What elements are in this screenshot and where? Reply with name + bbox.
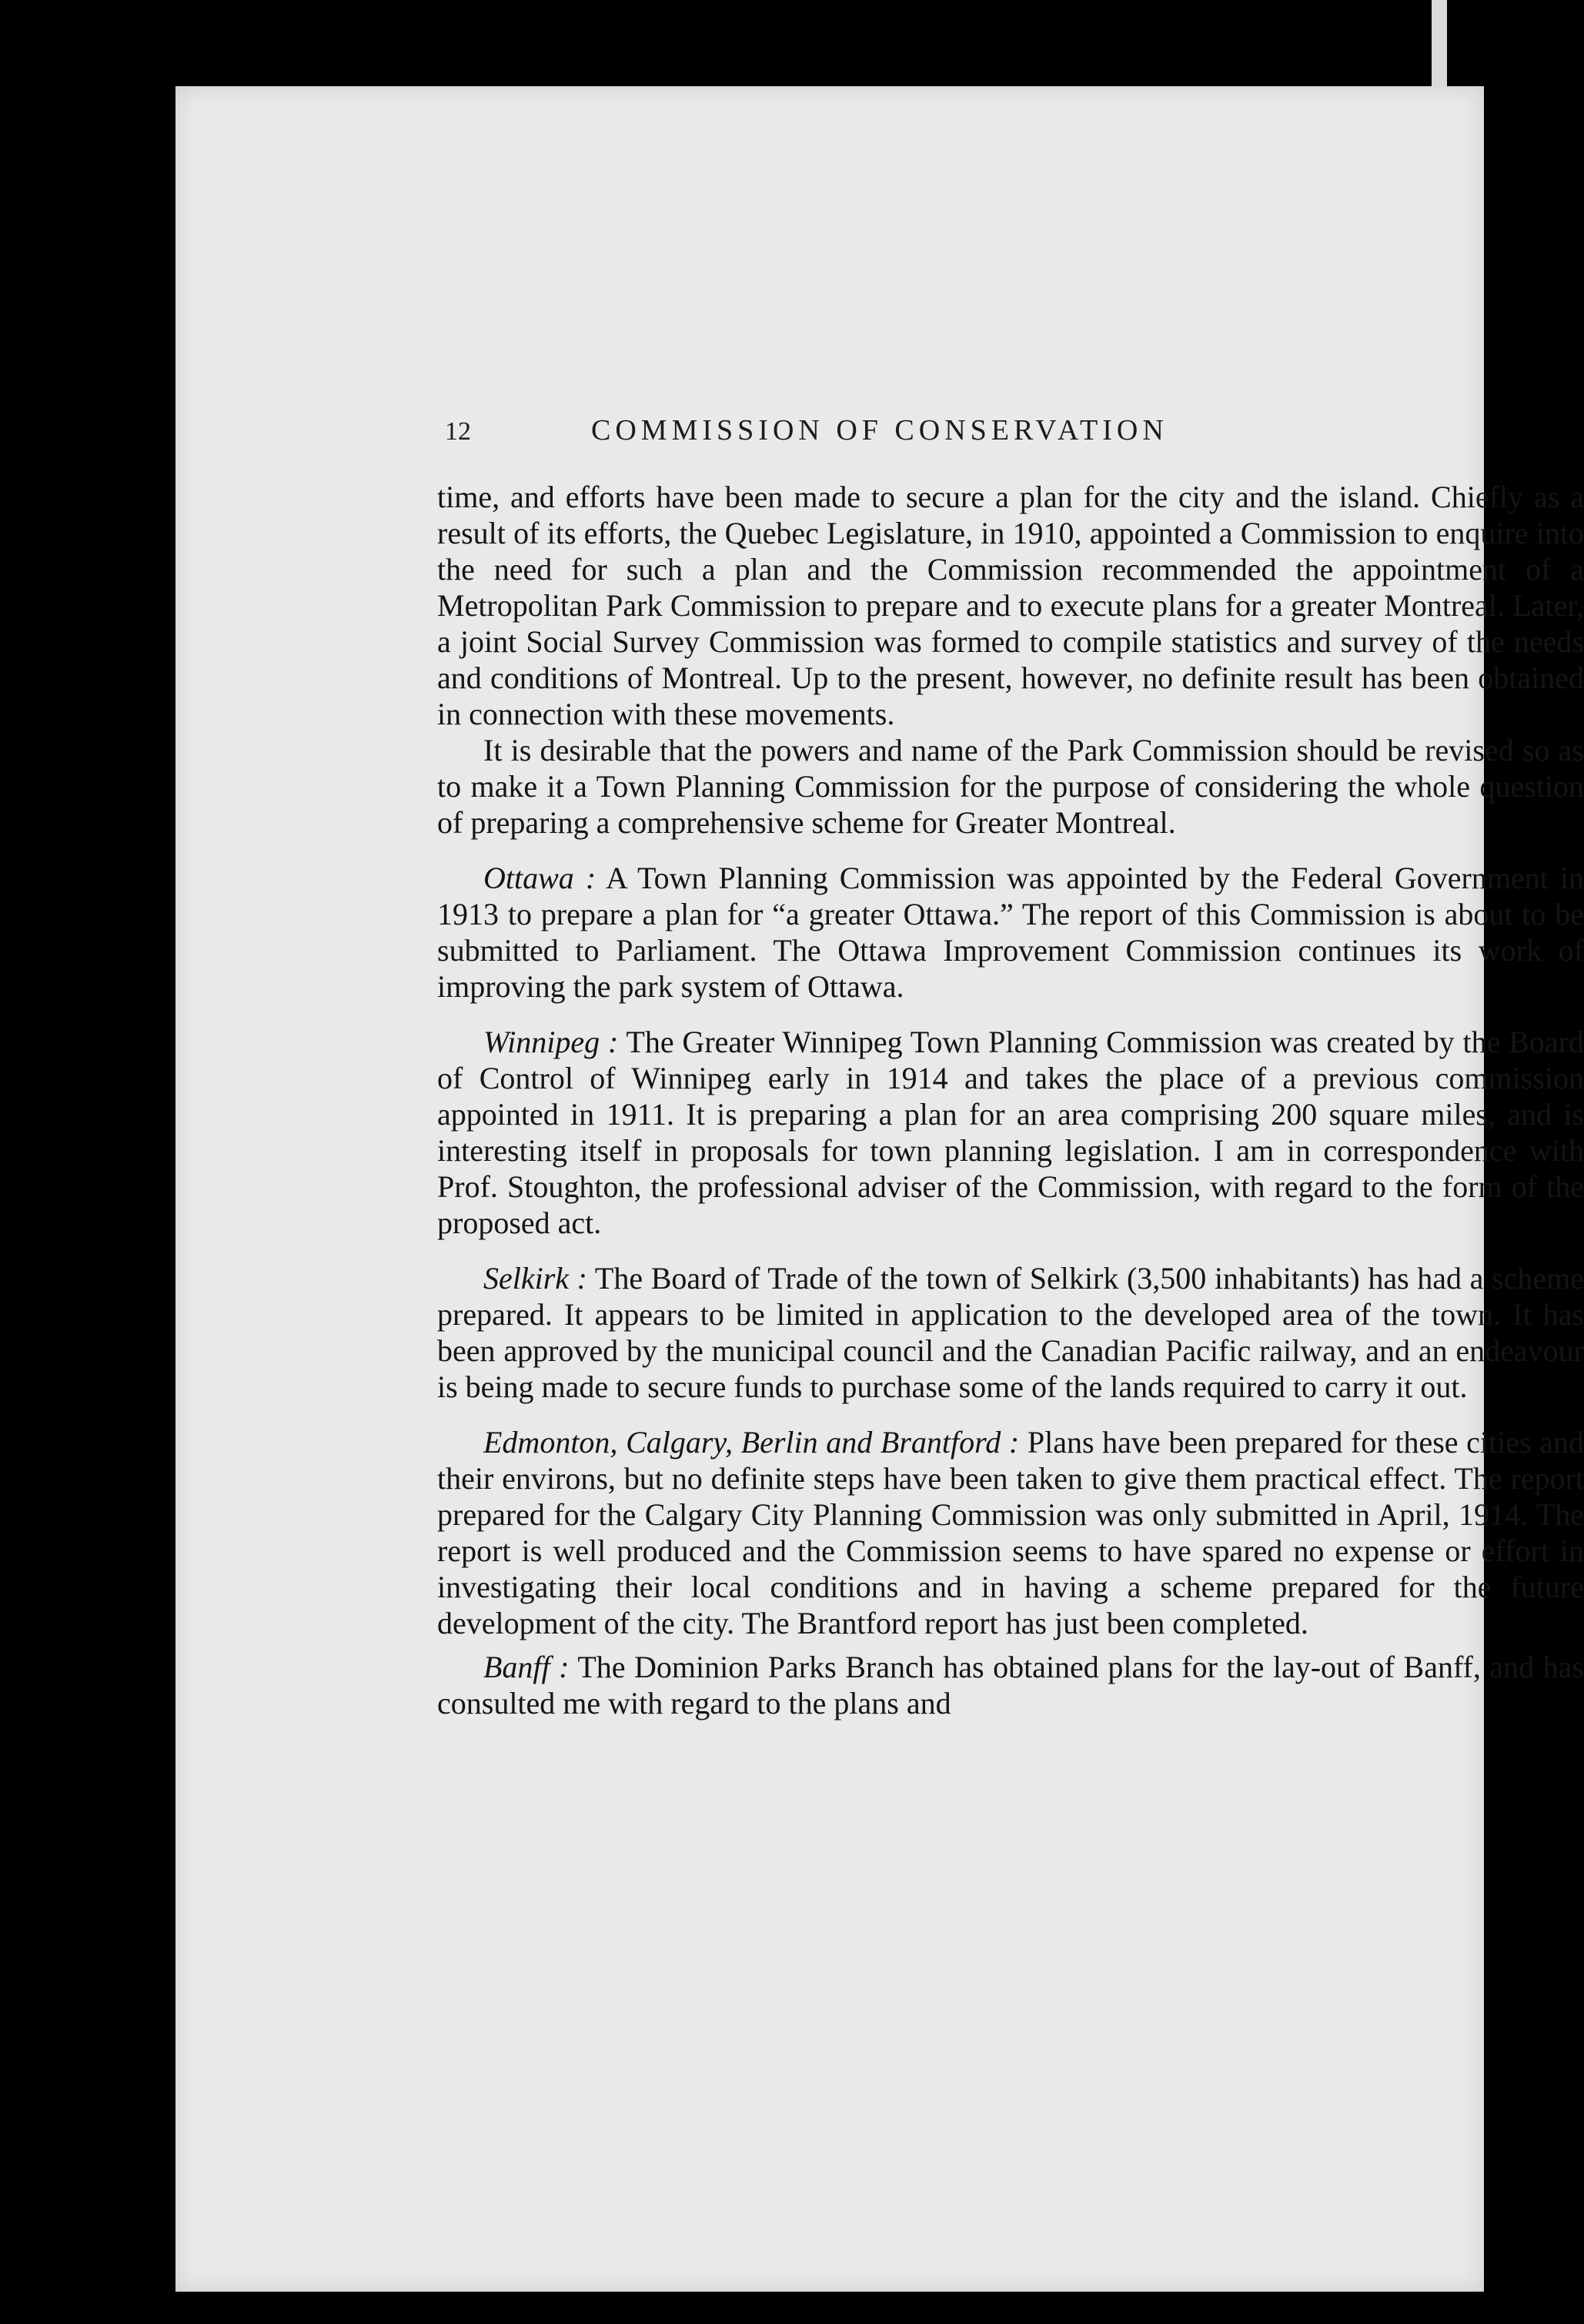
paragraph-ottawa: [437, 860, 1584, 1005]
page-header: [175, 317, 1484, 446]
paragraph-selkirk: [437, 1260, 1584, 1405]
scan-edge: [1432, 0, 1447, 92]
place-edmonton-calgary-berlin-brantford: Edmonton, Calgary, Berlin and Brantford :: [483, 1425, 1020, 1460]
book-page: [175, 86, 1584, 2292]
winnipeg-text: The Greater Winnipeg Town Planning Commission was created by the Board of Control of Winnipeg early in 1914 and takes the place of a previous commission appointed in 1911. It is preparing a plan for an area comprising 200 square miles, and is interesting itself in proposals for town planning legislation. I am in correspondence with Prof. Stoughton, the professional adviser of the Commission, with regard to the form of the proposed act.: [437, 1025, 1584, 1240]
paragraph-park-commission: It is desirable that the powers and name of the Park Commission should be revised so as to make it a Town Planning Commission for the purpose of considering the whole question of preparing a comprehensive scheme for Greater Montreal.: [437, 733, 1584, 840]
paragraph-montreal-continued: time, and efforts have been made to secure a plan for the city and the island. Chiefly as a result of its efforts, the Quebec Legislature, in 1910, appointed a Commission to enquire into the need for such a plan and the Commission recommended the appointment of a Metropolitan Park Commission to prepare and to execute plans for a greater Montreal. Later, a joint Social Survey Commission was formed to compile statistics and survey of the needs and conditions of Montreal. Up to the present, however, no definite result has been obtained in connection with these movements.: [437, 480, 1584, 731]
running-head: COMMISSION OF CONSERVATION: [591, 414, 1168, 446]
edmonton-text: Plans have been prepared for these cities and their environs, but no definite steps have been taken to give them practical effect. The report prepared for the Calgary City Planning Commission was only submitted in April, 1914. The report is well produced and the Commission seems to have spared no expense or effort in investigating their local conditions and in having a scheme prepared for the future development of the city. The Brantford report has just been completed.: [437, 1425, 1584, 1640]
place-ottawa: Ottawa :: [483, 861, 597, 895]
paragraph-winnipeg: [437, 1024, 1584, 1241]
selkirk-text: The Board of Trade of the town of Selkirk (3,500 inhabitants) has had a scheme prepared. It appears to be limited in application to the developed area of the town. It has been approved by the municipal council and the Canadian Pacific railway, and an endeavour is being made to secure funds to purchase some of the lands required to carry it out.: [437, 1261, 1584, 1404]
paragraph-banff: [437, 1649, 1584, 1721]
place-banff: Banff :: [483, 1650, 570, 1684]
ottawa-text: A Town Planning Commission was appointed by the Federal Government in 1913 to prepare a plan for “a greater Ottawa.” The report of this Commission is about to be submitted to Parliament. The Ottawa Improvement Commission continues its work of improving the park system of Ottawa.: [437, 861, 1584, 1004]
body-text: [437, 479, 1584, 1721]
page-number: 12: [445, 417, 471, 446]
paragraph-edmonton-calgary-berlin-brantford: [437, 1424, 1584, 1641]
place-winnipeg: Winnipeg :: [483, 1025, 619, 1059]
banff-text: The Dominion Parks Branch has obtained plans for the lay-out of Banff, and has consulted me with regard to the plans and: [437, 1650, 1584, 1720]
place-selkirk: Selkirk :: [483, 1261, 587, 1296]
